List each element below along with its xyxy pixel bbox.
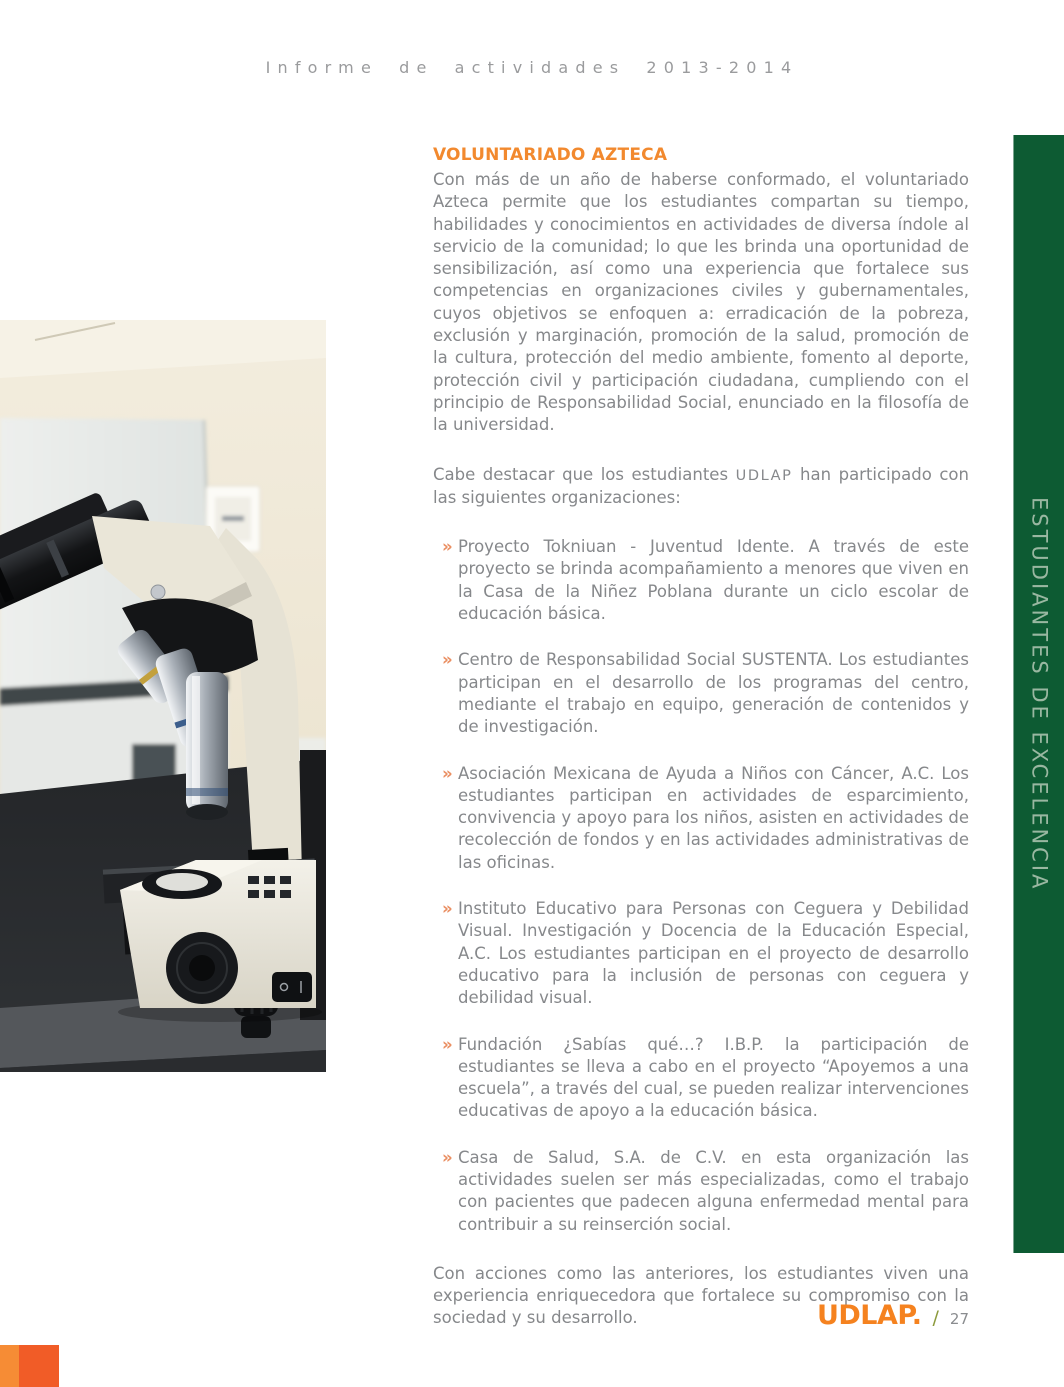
bullet-chevron-marker: » <box>442 899 453 919</box>
lab-photo <box>0 320 326 1072</box>
list-item <box>433 1034 969 1123</box>
bullet-chevron-marker: » <box>442 1034 453 1054</box>
list-item <box>433 898 969 1009</box>
microscope-illustration <box>0 320 326 1072</box>
list-item-text: Casa de Salud, S.A. de C.V. en esta organización las actividades suelen ser más especializadas, como el trabajo con pacientes que padecen alguna enfermedad mental para contribuir a su reinserción social. <box>458 1147 969 1234</box>
page-footer <box>817 1300 969 1331</box>
power-switch <box>272 972 312 1002</box>
separator-slash: / <box>932 1307 939 1329</box>
closing-paragraph: Con acciones como las anteriores, los estudiantes viven una experiencia enriquecedora que fortalece su compromiso con la sociedad y su desarrollo. <box>433 1263 969 1328</box>
intro-paragraph: Con más de un año de haberse conformado, el voluntariado Azteca permite que los estudiantes compartan su tiempo, habilidades y conocimientos en actividades de diversa índole al servicio de la comunidad; lo que les brinda una oportunidad de sensibilización, así como una experiencia que fortalece sus competencias en organizaciones civiles y gubernamentales, cuyos objetivos se enfoquen a: erradicación de la pobreza, exclusión y marginación, promoción de la salud, promoción de la cultura, protección del medio ambiente, fomento al deporte, protección civil y participación ciudadana, cumpliendo con el principio de Responsabilidad Social, enunciado en la filosofía de la universidad. <box>433 170 969 435</box>
leadin-post: han participado con las siguientes organizaciones: <box>433 464 969 507</box>
bullet-chevron-marker: » <box>442 537 453 557</box>
leadin-pre: Cabe destacar que los estudiantes <box>433 464 736 484</box>
leadin-paragraph <box>433 464 969 510</box>
bullet-chevron-marker: » <box>442 763 453 783</box>
list-item-text: Instituto Educativo para Personas con Ceguera y Debilidad Visual. Investigación y Docencia de la Educación Especial, A.C. Los estudiantes participan en el proyecto de desarrollo educativo para la inclusión de personas con ceguera y debilidad visual. <box>458 899 969 1008</box>
list-item-text: Centro de Responsabilidad Social SUSTENTA. Los estudiantes participan en el desarrollo de los programas del centro, mediante el trabajo en equipo, generación de contenidos y de investigación. <box>458 650 969 737</box>
list-item-text: Proyecto Tokniuan - Juventud Idente. A través de este proyecto se brinda acompañamiento a menores que viven en la Casa de la Niñez Poblana durante un ciclo escolar de educación básica. <box>458 537 969 624</box>
corner-square-dark <box>19 1345 59 1387</box>
list-item <box>433 763 969 874</box>
list-item <box>433 1147 969 1236</box>
list-item-text: Fundación ¿Sabías qué…? I.B.P. la participación de estudiantes se lleva a cabo en el proyecto “Apoyemos a una escuela”, a través del cual, se pueden realizar intervenciones educativas de apoyo a la educación básica. <box>458 1034 969 1121</box>
report-header-title: Informe de actividades 2013-2014 <box>265 58 799 77</box>
list-item <box>433 536 969 625</box>
article-heading: VOLUNTARIADO AZTECA <box>433 145 668 165</box>
udlap-logo: UDLAP. <box>816 1300 922 1331</box>
list-item-text: Asociación Mexicana de Ayuda a Niños con Cáncer, A.C. Los estudiantes participan en actividades de esparcimiento, convivencia y apoyo para los niños, asisten en actividades de recolección de fondos y en las actividades administrativas de las oficinas. <box>458 763 969 872</box>
corner-square-light <box>0 1345 19 1387</box>
list-item <box>433 649 969 738</box>
article-column <box>433 145 969 1330</box>
organizations-list <box>433 536 969 1236</box>
udlap-inline-brand: UDLAP <box>735 467 793 484</box>
bullet-chevron-marker: » <box>442 650 453 670</box>
section-band <box>1013 135 1064 1253</box>
bullet-chevron-marker: » <box>442 1147 453 1167</box>
page-number: 27 <box>949 1310 969 1328</box>
section-band-label: ESTUDIANTES DE EXCELENCIA <box>1027 496 1052 892</box>
